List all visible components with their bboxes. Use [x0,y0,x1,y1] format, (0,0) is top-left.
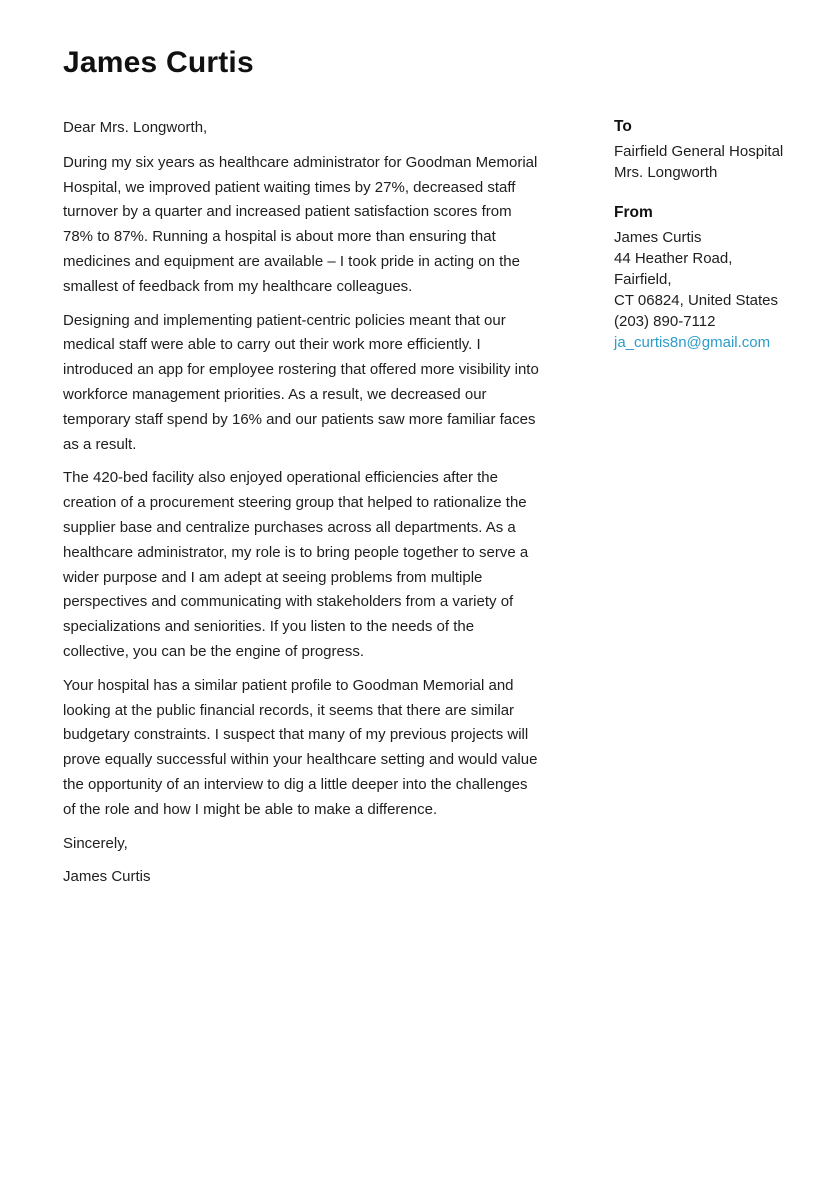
signature: James Curtis [63,868,151,886]
recipient-organization: Fairfield General Hospital [614,143,784,160]
salutation: Dear Mrs. Longworth, [63,119,208,136]
from-heading: From [614,204,653,221]
sender-address-line-2: CT 06824, United States [614,292,778,309]
to-heading: To [614,118,632,135]
contact-sidebar [614,116,784,372]
closing: Sincerely, [63,834,128,852]
letter-content [63,116,784,899]
recipient-name: Mrs. Longworth [614,164,718,181]
letter-paragraph-4: Your hospital has a similar patient profile to Goodman Memorial and looking at the public financial records, it seems that there are similar budgetary constraints. I suspect that many of my previous projects will prove equally successful within your healthcare setting and would value the opportunity of an interview to dig a little deeper into the challenges of the role and how I might be able to make a difference. [63,676,538,818]
sender-name: James Curtis [614,229,702,246]
page-title: James Curtis [63,46,254,79]
email-link[interactable]: ja_curtis8n@gmail.com [614,334,771,351]
sender-address-line-1: 44 Heather Road, Fairfield, [614,250,733,288]
sender-phone: (203) 890-7112 [614,313,716,330]
letter-paragraph-1: During my six years as healthcare administrator for Goodman Memorial Hospital, we improved patient waiting times by 27%, decreased staff turnover by a quarter and increased patient satisfaction scores from 78% to 87%. Running a hospital is about more than ensuring that medicines and equipment are available – I took pride in acting on the smallest of feedback from my healthcare colleagues. [63,153,538,295]
from-section [614,202,784,353]
letter-paragraph-3: The 420-bed facility also enjoyed operational efficiencies after the creation of a procurement steering group that helped to rationalize the supplier base and centralize purchases across all departments. As a healthcare administrator, my role is to bring people together to serve a wider purpose and I am adept at seeing problems from multiple perspectives and communicating with stakeholders from a variety of specializations and seniorities. If you listen to the needs of the collective, you can be the engine of progress. [63,469,529,660]
letter-paragraph-2: Designing and implementing patient-centric policies meant that our medical staff were able to carry out their work more efficiently. I introduced an app for employee rostering that offered more visibility into workforce management priorities. As a result, we decreased our temporary staff spend by 16% and our patients saw more familiar faces as a result. [63,311,539,453]
letter-body [63,116,544,899]
to-section [614,116,784,183]
